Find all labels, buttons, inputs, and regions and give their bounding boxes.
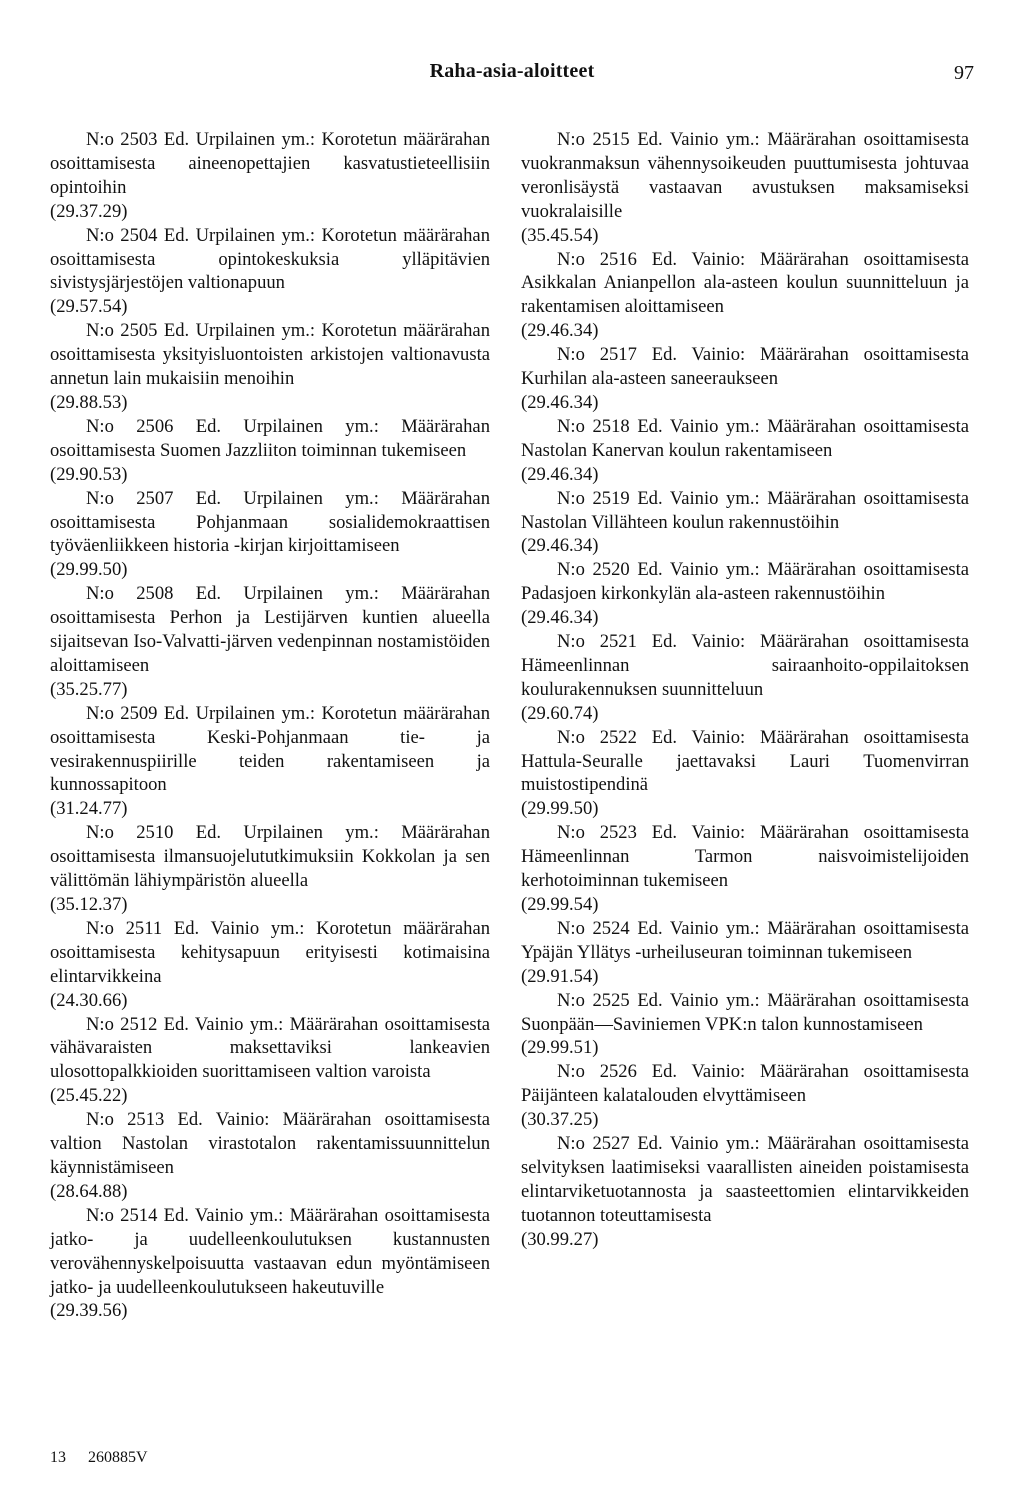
entry-code: (29.46.34)	[521, 320, 599, 342]
list-item	[521, 558, 969, 630]
entry-code: (29.99.50)	[50, 559, 128, 581]
list-item	[521, 415, 969, 487]
entry-code: (29.88.53)	[50, 391, 128, 413]
entry-code: (28.64.88)	[50, 1180, 128, 1202]
entry-code: (29.90.53)	[50, 463, 128, 485]
entry-text: N:o 2523 Ed. Vainio: Määrärahan osoittamisesta Hämeenlinnan Tarmon naisvoimistelijoiden kerhotoiminnan tukemiseen	[521, 822, 969, 892]
list-item	[50, 1013, 490, 1109]
entry-code: (35.45.54)	[521, 224, 599, 246]
entry-text: N:o 2520 Ed. Vainio ym.: Määrärahan osoittamisesta Padasjoen kirkonkylän ala-asteen rakennustöihin	[521, 559, 969, 605]
entry-text: N:o 2517 Ed. Vainio: Määrärahan osoittamisesta Kurhilan ala-asteen saneeraukseen	[521, 344, 969, 390]
list-item	[50, 582, 490, 702]
left-column	[50, 128, 490, 1323]
page-number: 97	[954, 62, 974, 84]
entry-code: (29.99.50)	[521, 798, 599, 820]
list-item	[50, 128, 490, 224]
list-item	[521, 248, 969, 344]
entry-code: (35.25.77)	[50, 678, 128, 700]
entry-code: (30.37.25)	[521, 1109, 599, 1131]
entry-text: N:o 2503 Ed. Urpilainen ym.: Korotetun määrärahan osoittamisesta aineenopettajien kasvatustieteellisiin opintoihin	[50, 129, 490, 198]
entry-code: (29.99.51)	[521, 1037, 599, 1059]
list-item	[521, 487, 969, 559]
entry-text: N:o 2508 Ed. Urpilainen ym.: Määrärahan osoittamisesta Perhon ja Lestijärven kuntien alueella sijaitsevan Iso-Valvatti-järven vedenpinnan nostamistöiden aloittamiseen	[50, 583, 490, 676]
entry-code: (29.46.34)	[521, 391, 599, 413]
entry-text: N:o 2509 Ed. Urpilainen ym.: Korotetun määrärahan osoittamisesta Keski-Pohjanmaan tie- ja vesirakennuspiirille teiden rakentamiseen ja kunnossapitoon	[50, 702, 490, 796]
entry-text: N:o 2521 Ed. Vainio: Määrärahan osoittamisesta Hämeenlinnan sairaanhoito-oppilaitoksen koulurakennuksen suunnitteluun	[521, 631, 969, 700]
entry-text: N:o 2519 Ed. Vainio ym.: Määrärahan osoittamisesta Nastolan Villähteen koulun rakennustöihin	[521, 487, 969, 533]
page-footer	[50, 1449, 170, 1467]
running-header: Raha-asia-aloitteet	[429, 60, 595, 82]
list-item	[50, 487, 490, 583]
entry-code: (25.45.22)	[50, 1085, 128, 1107]
list-item	[521, 128, 969, 248]
print-code: 260885V	[88, 1449, 148, 1466]
entry-code: (29.57.54)	[50, 296, 128, 318]
list-item	[521, 630, 969, 726]
list-item	[521, 821, 969, 917]
entry-code: (29.46.34)	[521, 607, 599, 629]
entry-code: (24.30.66)	[50, 989, 128, 1011]
entry-text: N:o 2505 Ed. Urpilainen ym.: Korotetun määrärahan osoittamisesta yksityisluontoisten arkistojen valtionavusta annetun lain mukaisiin menoihin	[50, 320, 490, 390]
entry-text: N:o 2512 Ed. Vainio ym.: Määrärahan osoittamisesta vähävaraisten maksettaviksi lankeavien ulosottopalkkioiden suorittamiseen valtion varoista	[50, 1013, 490, 1083]
entry-text: N:o 2518 Ed. Vainio ym.: Määrärahan osoittamisesta Nastolan Kanervan koulun rakentamiseen	[521, 415, 969, 461]
list-item	[521, 726, 969, 822]
list-item	[50, 1204, 490, 1324]
entry-code: (29.46.34)	[521, 463, 599, 485]
entry-text: N:o 2525 Ed. Vainio ym.: Määrärahan osoittamisesta Suonpään—Saviniemen VPK:n talon kunnostamiseen	[521, 989, 969, 1035]
entry-text: N:o 2504 Ed. Urpilainen ym.: Korotetun määrärahan osoittamisesta opintokeskuksia ylläpitävien sivistysjärjestöjen valtionapuun	[50, 224, 490, 294]
list-item	[50, 224, 490, 320]
list-item	[50, 917, 490, 1013]
entry-code: (35.12.37)	[50, 894, 128, 915]
entry-text: N:o 2524 Ed. Vainio ym.: Määrärahan osoittamisesta Ypäjän Yllätys -urheiluseuran toiminnan tukemiseen	[521, 917, 969, 963]
entry-text: N:o 2514 Ed. Vainio ym.: Määrärahan osoittamisesta jatko- ja uudelleenkoulutuksen kustannusten verovähennyskelpoisuutta vastaavan edun myöntämiseen jatko- ja uudelleenkoulutukseen hakeutuville	[50, 1204, 490, 1298]
entry-text: N:o 2526 Ed. Vainio: Määrärahan osoittamisesta Päijänteen kalatalouden elvyttämiseen	[521, 1061, 969, 1107]
sheet-number: 13	[50, 1449, 66, 1466]
right-column	[521, 128, 969, 1252]
list-item	[521, 343, 969, 415]
list-item	[521, 1132, 969, 1252]
entry-text: N:o 2527 Ed. Vainio ym.: Määrärahan osoittamisesta selvityksen laatimiseksi vaarallisten aineiden poistamisesta elintarviketuotannosta ja saasteettomien elintarvikkeiden tuotannon toteuttamisesta	[521, 1133, 969, 1226]
entry-code: (29.46.34)	[521, 535, 599, 557]
list-item	[50, 319, 490, 415]
entry-text: N:o 2507 Ed. Urpilainen ym.: Määrärahan osoittamisesta Pohjanmaan sosialidemokraattisen työväenliikkeen historia -kirjan kirjoittamiseen	[50, 487, 490, 557]
entry-code: (29.37.29)	[50, 200, 128, 222]
list-item	[50, 415, 490, 487]
list-item	[50, 1108, 490, 1204]
list-item	[521, 989, 969, 1061]
list-item	[521, 1060, 969, 1132]
list-item	[50, 702, 490, 822]
entry-text: N:o 2511 Ed. Vainio ym.: Korotetun määrärahan osoittamisesta kehitysapuun erityisesti kotimaisina elintarvikkeina	[50, 917, 490, 987]
entry-text: N:o 2513 Ed. Vainio: Määrärahan osoittamisesta valtion Nastolan virastotalon rakentamissuunnittelun käynnistämiseen	[50, 1109, 490, 1178]
entry-code: (29.60.74)	[521, 702, 599, 724]
entry-text: N:o 2510 Ed. Urpilainen ym.: Määrärahan osoittamisesta ilmansuojelututkimuksiin Kokkolan ja sen välittömän lähiympäristön alueella	[50, 822, 490, 892]
list-item	[521, 917, 969, 989]
entry-code: (29.91.54)	[521, 965, 599, 987]
entry-text: N:o 2515 Ed. Vainio ym.: Määrärahan osoittamisesta vuokranmaksun vähennysoikeuden puuttumisesta johtuvaa veronlisäystä vastaavan avustuksen maksamiseksi vuokralaisille	[521, 129, 969, 222]
entry-text: N:o 2522 Ed. Vainio: Määrärahan osoittamisesta Hattula-Seuralle jaettavaksi Lauri Tuomenvirran muistostipendinä	[521, 726, 969, 796]
entry-code: (29.99.54)	[521, 894, 599, 915]
entry-code: (31.24.77)	[50, 798, 128, 820]
entry-text: N:o 2506 Ed. Urpilainen ym.: Määrärahan osoittamisesta Suomen Jazzliiton toiminnan tukemiseen	[50, 415, 490, 461]
entry-code: (30.99.27)	[521, 1228, 599, 1250]
entry-code: (29.39.56)	[50, 1300, 128, 1322]
list-item	[50, 821, 490, 917]
entry-text: N:o 2516 Ed. Vainio: Määrärahan osoittamisesta Asikkalan Anianpellon ala-asteen koulun suunnitteluun ja rakentamisen aloittamiseen	[521, 248, 969, 318]
